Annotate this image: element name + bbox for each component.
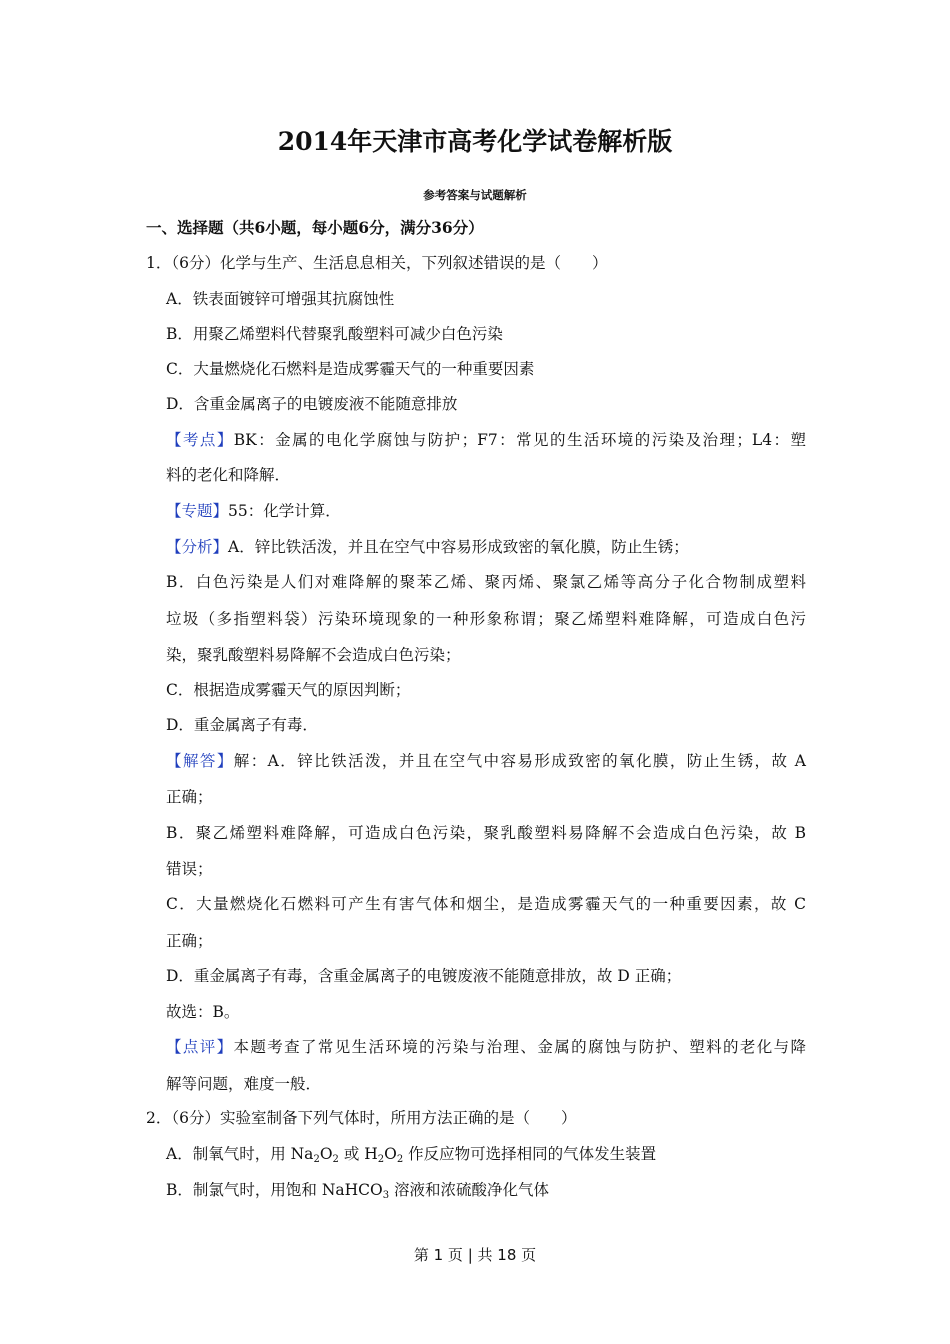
q2a-sub-4: 2 — [396, 1154, 404, 1165]
fenxi-line-1 — [166, 535, 689, 557]
jieda-c-line-2: 正确； — [166, 932, 213, 950]
q2a-sub-3: 2 — [377, 1154, 385, 1165]
q2a-mid-2: 或 H — [338, 1145, 378, 1163]
kaodian-line-1 — [166, 428, 806, 450]
dianping-line-1 — [166, 1035, 806, 1057]
q2b-prefix: B．制氯气时，用饱和 NaHCO — [166, 1181, 383, 1199]
jieda-text-a: 解：A．锌比铁活泼，并且在空气中容易形成致密的氧化膜，防止生锈，故 A — [233, 752, 806, 770]
question-2-option-a — [166, 1142, 656, 1164]
jieda-d-line: D．重金属离子有毒，含重金属离子的电镀废液不能随意排放，故 D 正确； — [166, 967, 682, 985]
fenxi-b-line-2: 垃圾（多指塑料袋）污染环境现象的一种形象称谓；聚乙烯塑料难降解，可造成白色污 — [166, 610, 806, 628]
question-1-option-b: B．用聚乙烯塑料代替聚乳酸塑料可减少白色污染 — [166, 325, 503, 343]
document-subtitle: 参考答案与试题解析 — [423, 188, 527, 202]
jieda-tag: 【解答】 — [166, 752, 234, 770]
question-1-stem: 1．（6分）化学与生产、生活息息相关，下列叙述错误的是（ ） — [146, 254, 608, 272]
question-2-stem: 2．（6分）实验室制备下列气体时，所用方法正确的是（ ） — [146, 1109, 577, 1127]
q2b-sub-1: 3 — [382, 1190, 390, 1201]
q2b-suffix: 溶液和浓硫酸净化气体 — [389, 1181, 550, 1199]
section-heading: 一、选择题（共6小题，每小题6分，满分36分） — [146, 218, 484, 237]
jieda-b-line-2: 错误； — [166, 860, 213, 878]
q2a-prefix: A．制氧气时，用 Na — [166, 1145, 314, 1163]
zhuanti-tag: 【专题】 — [166, 502, 229, 520]
dianping-line-2: 解等问题，难度一般． — [166, 1075, 322, 1093]
q2a-suffix: 作反应物可选择相同的气体发生装置 — [403, 1145, 657, 1163]
question-2-option-b — [166, 1178, 549, 1200]
question-1-option-a: A．铁表面镀锌可增强其抗腐蚀性 — [166, 290, 395, 308]
fenxi-c-line: C．根据造成雾霾天气的原因判断； — [166, 681, 411, 699]
jieda-c-line-1: C．大量燃烧化石燃料可产生有害气体和烟尘，是造成雾霾天气的一种重要因素，故 C — [166, 895, 806, 913]
jieda-b-line-1: B．聚乙烯塑料难降解，可造成白色污染，聚乳酸塑料易降解不会造成白色污染，故 B — [166, 824, 806, 842]
jieda-line-1 — [166, 749, 806, 771]
question-1-option-c: C．大量燃烧化石燃料是造成雾霾天气的一种重要因素 — [166, 360, 535, 378]
fenxi-b-line-1: B．白色污染是人们对难降解的聚苯乙烯、聚丙烯、聚氯乙烯等高分子化合物制成塑料 — [166, 573, 806, 591]
q2a-sub-2: 2 — [332, 1154, 339, 1165]
question-1-option-d: D．含重金属离子的电镀废液不能随意排放 — [166, 395, 458, 413]
zhuanti-line — [166, 499, 341, 521]
kaodian-line-2: 料的老化和降解． — [166, 466, 291, 484]
jieda-choice: 故选：B。 — [166, 1003, 240, 1021]
fenxi-b-line-3: 染，聚乳酸塑料易降解不会造成白色污染； — [166, 646, 461, 664]
jieda-line-2: 正确； — [166, 788, 213, 806]
kaodian-tag: 【考点】 — [166, 431, 234, 449]
q2a-mid-3: O — [384, 1145, 397, 1163]
fenxi-text-a: A．锌比铁活泼，并且在空气中容易形成致密的氧化膜，防止生锈； — [228, 538, 689, 556]
fenxi-d-line: D．重金属离子有毒． — [166, 716, 318, 734]
q2a-sub-1: 2 — [313, 1154, 320, 1165]
q2a-mid-1: O — [319, 1145, 333, 1163]
fenxi-tag: 【分析】 — [166, 538, 229, 556]
kaodian-text: BK：金属的电化学腐蚀与防护；F7：常见的生活环境的污染及治理；L4：塑 — [233, 431, 806, 449]
zhuanti-text: 55：化学计算． — [228, 502, 341, 520]
dianping-text: 本题考查了常见生活环境的污染与治理、金属的腐蚀与防护、塑料的老化与降 — [233, 1038, 806, 1056]
dianping-tag: 【点评】 — [166, 1038, 234, 1056]
document-title: 2014年天津市高考化学试卷解析版 — [277, 127, 673, 156]
page-footer: 第 1 页 | 共 18 页 — [413, 1246, 537, 1264]
